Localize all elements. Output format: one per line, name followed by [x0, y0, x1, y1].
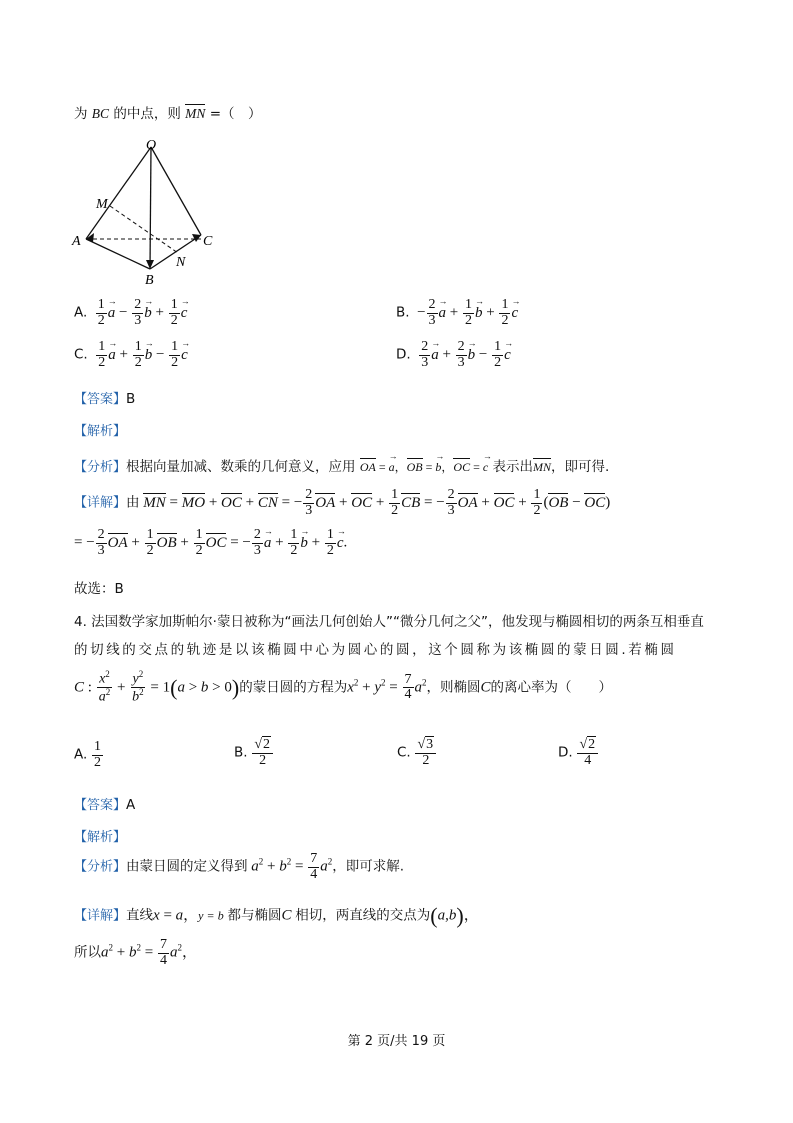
label-a: A [72, 234, 81, 249]
q4-option-c: C. $\frac{√3}{2}$ [397, 738, 437, 768]
q4-xiangjie: 【详解】直线x = a，y = b 都与椭圆C 相切，两直线的交点为(a,b)， [74, 903, 479, 928]
q3-xiangjie-line1: 【详解】由 MN = MO + OC + CN = − $\frac{2}{3}$ OA + OC + $\frac{1}{2}$ CB = − $\frac{2}{3}$ OA + OC + $\frac{1}{2}$ (OB − OC) [74, 487, 611, 518]
q4-option-b: B. $\frac{√2}{2}$ [234, 738, 274, 768]
q4-stem-line1: 4. 法国数学家加斯帕尔·蒙日被称为“画法几何创始人”“微分几何之父”，他发现与椭圆相切的两条互相垂直 [74, 614, 704, 630]
edge-oc [151, 147, 201, 235]
q4-fenxi: 【分析】由蒙日圆的定义得到 $a^2 + b^2$ = $\frac{7}{4}$ $a^2$，即可求解. [74, 851, 404, 882]
q4-option-d: D. $\frac{√2}{4}$ [558, 738, 599, 768]
q4-answer: 【答案】A [74, 797, 136, 813]
q3-analysis-tag: 【解析】 [74, 424, 127, 439]
label-m: M [96, 197, 108, 212]
q4-stem-line3: C : $\frac{x^2}{a^2}$ + $\frac{y^2}{b^2}$ = 1(a > b > 0)的蒙日圆的方程为$x^2 + y^2$ = $\frac{7}{4}$ $a^2$，则椭圆C的离心率为（ ） [74, 669, 613, 705]
q4-option-a: A. $\frac{1}{2}$ [74, 739, 102, 770]
edge-ob [150, 147, 151, 269]
q3-stem: 为 BC 的中点，则 MN =（ ） [74, 106, 262, 122]
q3-option-b: B. − $\frac{2}{3}$ → a + $\frac{1}{2}$ → b + $\frac{1}{2}$ → c [396, 298, 518, 328]
edge-ab [86, 239, 150, 269]
label-b: B [145, 273, 154, 288]
segment-mn-dashed [110, 206, 178, 253]
q3-option-a: A. $\frac{1}{2}$ → a − $\frac{2}{3}$ → b + $\frac{1}{2}$ → c [74, 298, 187, 328]
label-o: O [146, 138, 157, 153]
q4-suoyi: 所以$a^2 + b^2$ = $\frac{7}{4}$ $a^2$， [74, 937, 197, 968]
q3-answer: 【答案】B [74, 391, 136, 407]
q3-conclusion: 故选：B [74, 581, 124, 597]
label-c: C [203, 234, 213, 249]
q3-fenxi: 【分析】根据向量加减、数乘的几何意义，应用 OA = → a，OB = → b，OC = → c 表示出MN，即可得. [74, 455, 609, 475]
edge-oa [86, 147, 151, 239]
label-n: N [176, 255, 186, 270]
tetrahedron-figure [66, 136, 226, 288]
q4-analysis-tag: 【解析】 [74, 830, 127, 845]
q3-xiangjie-line2: = − $\frac{2}{3}$ OA + $\frac{1}{2}$ OB + $\frac{1}{2}$ OC = − $\frac{2}{3}$ → a + $\frac{1}{2}$ → b + $\frac{1}{2}$ → c. [74, 528, 347, 558]
page-footer: 第 2 页/共 19 页 [347, 1034, 446, 1049]
q3-option-d: D. $\frac{2}{3}$ → a + $\frac{2}{3}$ → b − $\frac{1}{2}$ → c [396, 340, 511, 370]
q4-stem-line2: 的切线的交点的轨迹是以该椭圆中心为圆心的圆，这个圆称为该椭圆的蒙日圆.若椭圆 [74, 642, 677, 658]
q3-option-c: C. $\frac{1}{2}$ → a + $\frac{1}{2}$ → b − $\frac{1}{2}$ → c [74, 340, 188, 370]
